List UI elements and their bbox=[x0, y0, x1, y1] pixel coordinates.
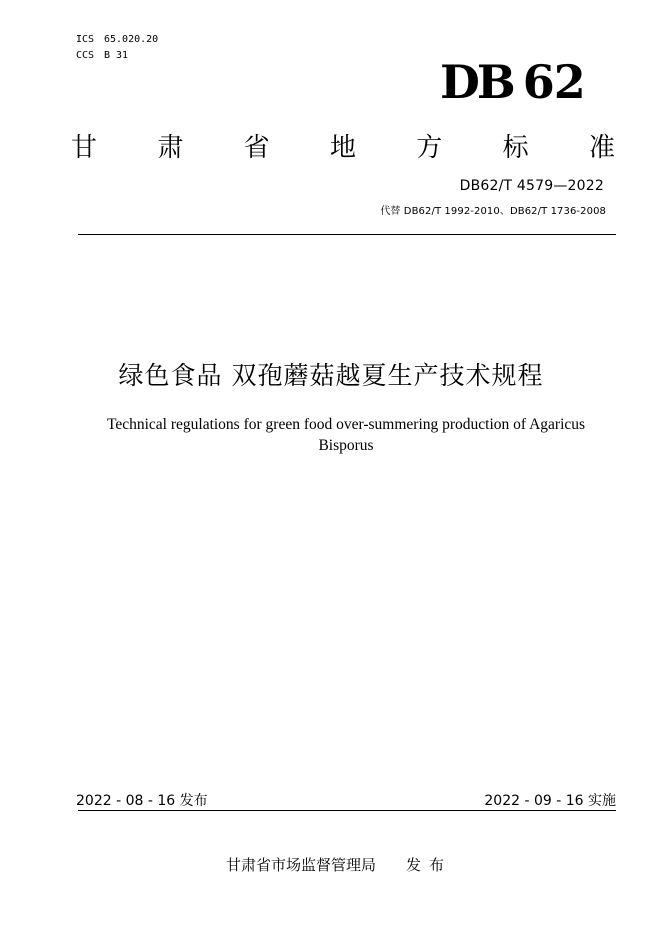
ccs-code: B 31 bbox=[104, 50, 129, 61]
ccs-row bbox=[76, 48, 158, 64]
standard-mark-prefix: DB bbox=[440, 55, 513, 109]
issue-date: 2022 - 08 - 16 发布 bbox=[76, 793, 208, 809]
top-divider bbox=[78, 234, 616, 235]
ics-code: 65.020.20 bbox=[104, 34, 159, 45]
standard-type-char: 省 bbox=[243, 132, 270, 163]
classification-codes bbox=[76, 32, 158, 64]
standard-type-char: 甘 bbox=[70, 132, 97, 163]
standard-type-char: 方 bbox=[416, 132, 443, 163]
standard-mark-region: 62 bbox=[522, 55, 585, 109]
standard-number: DB62/T 4579—2022 bbox=[459, 178, 604, 194]
standard-mark bbox=[440, 54, 592, 110]
standard-type-heading bbox=[68, 126, 618, 164]
ics-label: ICS bbox=[76, 34, 95, 45]
standard-type-char: 肃 bbox=[157, 132, 184, 163]
publisher-action: 发布 bbox=[406, 856, 453, 874]
publisher-name: 甘肃省市场监督管理局 bbox=[226, 856, 377, 874]
title-chinese: 绿色食品 双孢蘑菇越夏生产技术规程 bbox=[118, 361, 544, 390]
implementation-date: 2022 - 09 - 16 实施 bbox=[484, 793, 616, 809]
title-english: Technical regulations for green food over-summering production of Agaricus Bisporus bbox=[106, 416, 586, 454]
standard-type-char: 标 bbox=[502, 132, 529, 163]
publisher bbox=[226, 854, 452, 875]
replaces-note: 代替 DB62/T 1992-2010、DB62/T 1736-2008 bbox=[380, 206, 606, 217]
ccs-label: CCS bbox=[76, 50, 95, 61]
bottom-divider bbox=[78, 810, 616, 811]
standard-type-char: 地 bbox=[329, 132, 356, 163]
ics-row bbox=[76, 32, 158, 48]
standard-type-char: 准 bbox=[588, 132, 615, 163]
